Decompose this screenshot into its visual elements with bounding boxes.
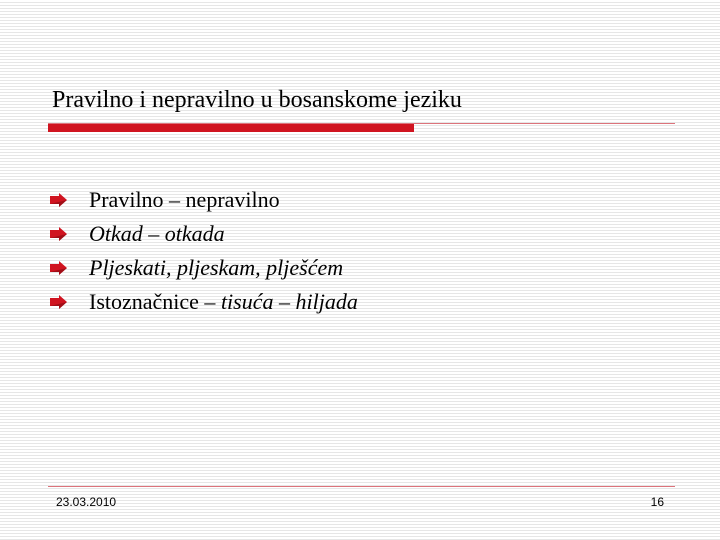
bullet-text: [89, 251, 343, 285]
bullet-item: [50, 217, 358, 251]
arrow-right-icon: [50, 227, 67, 241]
bullet-text-part: Istoznačnice –: [89, 289, 221, 314]
arrow-right-icon: [50, 261, 67, 275]
title-underline-accent: [48, 124, 414, 132]
bullet-text: [89, 217, 225, 251]
bullet-text-part: Pravilno – nepravilno: [89, 187, 280, 212]
arrow-right-icon: [50, 295, 67, 309]
footer-divider: [48, 486, 675, 487]
arrow-right-icon: [50, 193, 67, 207]
bullet-text-part: tisuća – hiljada: [220, 289, 358, 314]
bullet-list: [50, 183, 358, 319]
page-number: 16: [650, 495, 664, 509]
bullet-text: [89, 285, 358, 319]
bullet-text: [89, 183, 280, 217]
slide-title: Pravilno i nepravilno u bosanskome jeziku: [52, 87, 462, 113]
bullet-item: [50, 251, 358, 285]
footer-date: 23.03.2010: [56, 495, 117, 509]
bullet-item: [50, 183, 358, 217]
bullet-text-part: Otkad – otkada: [89, 221, 225, 246]
bullet-text-part: Pljeskati, pljeskam, plješćem: [89, 255, 344, 280]
bullet-item: [50, 285, 358, 319]
